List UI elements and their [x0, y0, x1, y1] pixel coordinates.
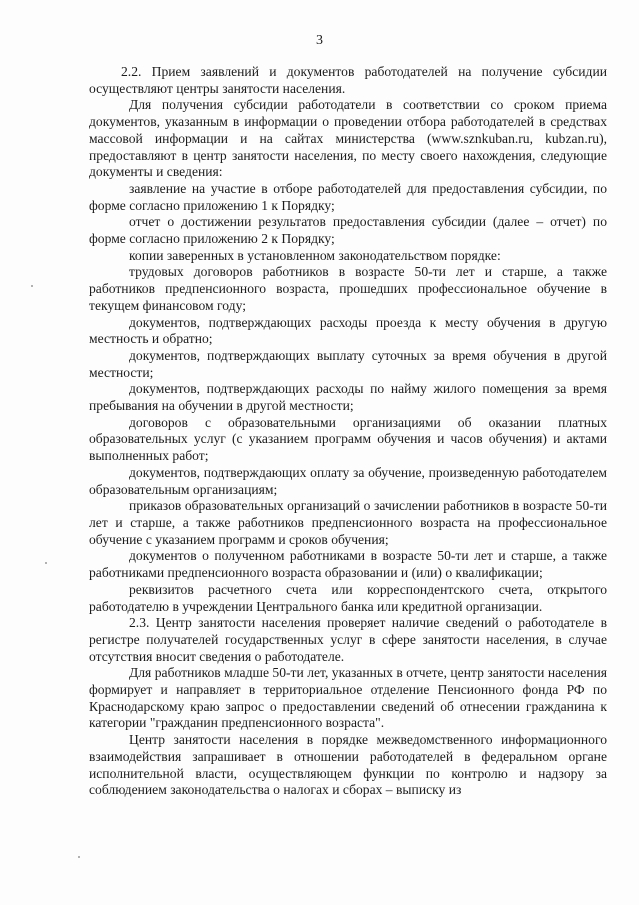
- paragraph: договоров с образовательными организациями об оказании платных образовательных услуг (с указанием программ обучения и часов обучения) и актами выполненных работ;: [89, 414, 607, 464]
- paragraph: документов, подтверждающих расходы по найму жилого помещения за время пребывания на обучении в другой местности;: [89, 381, 607, 414]
- paragraph: документов, подтверждающих расходы проезда к месту обучения в другую местность и обратно;: [89, 314, 607, 347]
- paragraph: 2.2. Прием заявлений и документов работодателей на получение субсидии осуществляют центры занятости населения.: [89, 64, 607, 96]
- scan-speck: [45, 562, 47, 564]
- paragraph: документов, подтверждающих выплату суточных за время обучения в другой местности;: [89, 347, 607, 380]
- paragraph: Центр занятости населения в порядке межведомственного информационного взаимодействия запрашивает в отношении работодателей в федеральном органе исполнительной власти, осуществляющем функции по контролю и надзору за соблюдением законодательства о налогах и сборах – выписку из: [89, 732, 607, 798]
- paragraph: приказов образовательных организаций о зачислении работников в возрасте 50-ти лет и старше, а также работников предпенсионного возраста на профессиональное обучение с указанием программ и сроков обучения;: [89, 498, 607, 547]
- document-body: [89, 64, 607, 799]
- scan-speck: [78, 856, 80, 858]
- paragraph: реквизитов расчетного счета или корреспондентского счета, открытого работодателю в учреждении Центрального банка или кредитной организации.: [89, 581, 607, 614]
- scan-speck: [31, 285, 33, 287]
- paragraph: отчет о достижении результатов предоставления субсидии (далее – отчет) по форме согласно приложению 2 к Порядку;: [89, 214, 607, 247]
- paragraph: трудовых договоров работников в возрасте 50-ти лет и старше, а также работников предпенсионного возраста, прошедших профессиональное обучение в текущем финансовом году;: [89, 264, 607, 313]
- paragraph: документов, подтверждающих оплату за обучение, произведенную работодателем образовательным организациям;: [89, 464, 607, 497]
- paragraph: Для работников младше 50-ти лет, указанных в отчете, центр занятости населения формирует и направляет в территориальное отделение Пенсионного фонда РФ по Краснодарскому краю запрос о предоставлении сведений об отнесении гражданина к категории "гражданин предпенсионного возраста".: [89, 665, 607, 731]
- paragraph: Для получения субсидии работодатели в соответствии со сроком приема документов, указанным в информации о проведении отбора работодателей в средствах массовой информации и на сайтах министерства (www.sznkuban.ru, kubzan.ru), предоставляют в центр занятости населения, по месту своего нахождения, следующие документы и сведения:: [89, 97, 607, 180]
- paragraph: заявление на участие в отборе работодателей для предоставления субсидии, по форме согласно приложению 1 к Порядку;: [89, 180, 607, 213]
- paragraph: копии заверенных в установленном законодательством порядке:: [129, 247, 501, 263]
- paragraph: документов о полученном работниками в возрасте 50-ти лет и старше, а также работниками предпенсионного возраста образовании и (или) о квалификации;: [89, 548, 607, 581]
- page-number: 3: [316, 33, 323, 48]
- paragraph: 2.3. Центр занятости населения проверяет наличие сведений о работодателе в регистре получателей государственных услуг в сфере занятости населения, в случае отсутствия вносит сведения о работодателе.: [89, 615, 607, 664]
